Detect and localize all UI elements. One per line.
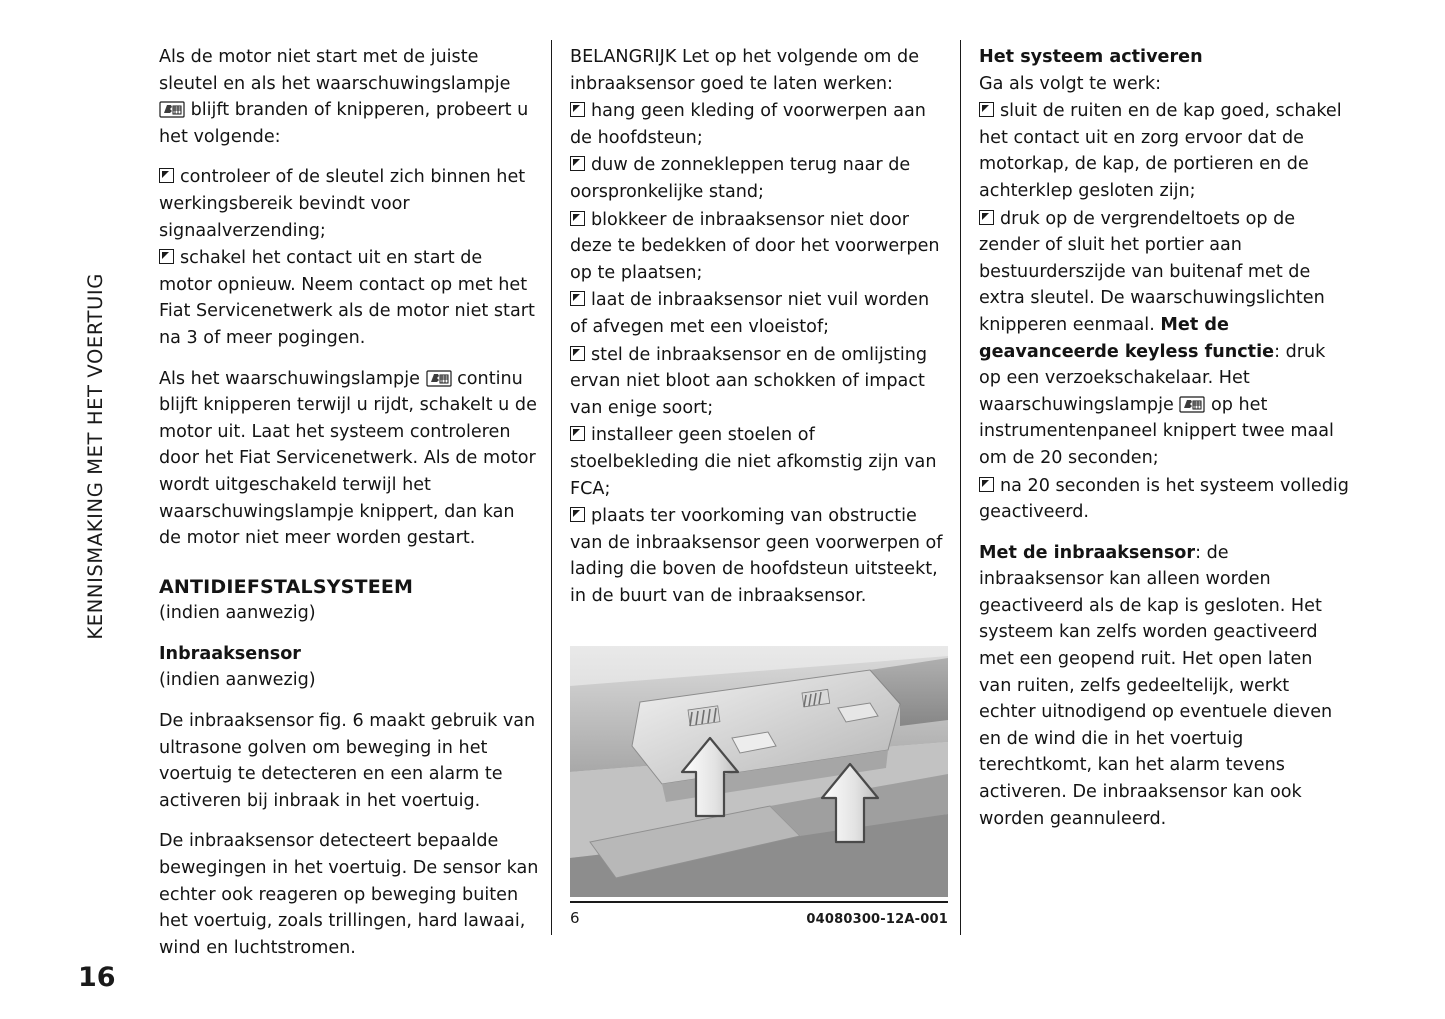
immobilizer-warning-light-icon: [1179, 395, 1205, 414]
list-item-text: laat de inbraaksensor niet vuil worden of afvegen met een vloeistof;: [570, 290, 930, 337]
subheading-activate-system: Het systeem activeren: [979, 47, 1203, 67]
figure-number: 6: [570, 909, 580, 927]
paragraph-engine-start-text-a: Als de motor niet start met de juiste sleutel en als het waarschuwingslampje: [159, 47, 511, 94]
square-bullet-icon: [979, 102, 994, 117]
list-item: [570, 287, 948, 340]
immobilizer-warning-light-icon: [159, 100, 185, 119]
list-item-text: duw de zonnekleppen terug naar de oorspronkelijke stand;: [570, 155, 911, 202]
subheading-note: (indien aanwezig): [159, 670, 316, 691]
paragraph-body-text: : de inbraaksensor kan alleen worden geactiveerd als de kap is gesloten. Het systeem kan zelfs worden geactiveerd met een geopend ruit. Het open laten van ruiten, zelfs gedeeltelijk, werkt echter uitnodigend op eventuele dieven en de wind die in het voertuig terechtkomt, kan het alarm tevens activeren. De inbraaksensor kan ook worden geannuleerd.: [979, 542, 1333, 829]
list-item: [570, 98, 948, 151]
column-three: [979, 44, 1349, 846]
list-item: [159, 164, 539, 244]
list-item-text: plaats ter voorkoming van obstructie van de inbraaksensor geen voorwerpen of lading die boven de hoofdsteun uitsteekt, in de buurt van de inbraaksensor.: [570, 506, 943, 606]
section-heading-note: (indien aanwezig): [159, 603, 316, 624]
figure-caption: [570, 909, 948, 927]
square-bullet-icon: [570, 507, 585, 522]
figure-image-roof-console: [570, 646, 948, 897]
list-item: [570, 342, 948, 422]
paragraph-important-notice: BELANGRIJK Let op het volgende om de inbraaksensor goed te laten werken:: [570, 47, 920, 94]
square-bullet-icon: [570, 291, 585, 306]
column-one: [159, 44, 539, 975]
list-item-text: stel de inbraaksensor en de omlijsting ervan niet bloot aan schokken of impact van enige soort;: [570, 344, 928, 418]
list-item: [979, 98, 1349, 204]
square-bullet-icon: [979, 477, 994, 492]
paragraph-warning-light-text-a: Als het waarschuwingslampje: [159, 368, 420, 389]
list-item: [570, 503, 948, 609]
list-item-text: schakel het contact uit en start de motor opnieuw. Neem contact op met het Fiat Servicenetwerk als de motor niet start na 3 of meer pogingen.: [159, 248, 535, 348]
paragraph-engine-start-text-b: blijft branden of knipperen, probeert u het volgende:: [159, 100, 529, 147]
list-item-text-b: : druk op een verzoekschakelaar. Het waarschuwingslampje: [979, 341, 1326, 415]
column-divider-2: [960, 40, 961, 935]
paragraph-sensor-description: De inbraaksensor fig. 6 maakt gebruik van ultrasone golven om beweging in het voertuig te detecteren en een alarm te activeren bij inbraak in het voertuig.: [159, 711, 536, 811]
square-bullet-icon: [570, 156, 585, 171]
page-number: 16: [78, 962, 116, 993]
figure-code: 04080300-12A-001: [806, 912, 948, 927]
paragraph-warning-light-text-b: continu blijft knipperen terwijl u rijdt, schakelt u de motor uit. Laat het systeem controleren door het Fiat Servicenetwerk. Als de motor wordt uitgeschakeld terwijl het waarschuwingslampje knippert, dan kan de motor niet meer worden gestart.: [159, 368, 537, 549]
paragraph-sensor-movement: De inbraaksensor detecteert bepaalde bewegingen in het voertuig. De sensor kan echter ook reageren op beweging buiten het voertuig, zoals trillingen, hard lawaai, wind en luchtstromen.: [159, 831, 539, 958]
paragraph-engine-start: [159, 44, 539, 150]
paragraph-lead-bold: Met de inbraaksensor: [979, 542, 1196, 563]
list-item-text-bold: Met de geavanceerde keyless functie: [979, 314, 1275, 362]
chapter-side-tab-label: KENNISMAKING MET HET VOERTUIG: [83, 273, 107, 640]
list-item-text: sluit de ruiten en de kap goed, schakel het contact uit en zorg ervoor dat de motorkap, de kap, de portieren en de achterklep gesloten zijn;: [979, 101, 1342, 201]
column-two: [570, 44, 948, 610]
list-item: [570, 207, 948, 287]
paragraph-warning-light-blinking: [159, 366, 539, 552]
square-bullet-icon: [979, 210, 994, 225]
section-heading-antitheft: ANTIDIEFSTALSYSTEEM: [159, 575, 414, 598]
immobilizer-warning-light-icon: [426, 369, 452, 388]
square-bullet-icon: [159, 249, 174, 264]
column-divider-1: [551, 40, 552, 935]
paragraph-with-intrusion-sensor: [979, 540, 1349, 833]
subheading-intrusion-sensor: Inbraaksensor: [159, 643, 301, 664]
list-item: [979, 206, 1349, 472]
list-item-text: installeer geen stoelen of stoelbekleding die niet afkomstig zijn van FCA;: [570, 425, 937, 499]
figure-block: [570, 646, 948, 927]
square-bullet-icon: [570, 346, 585, 361]
square-bullet-icon: [570, 102, 585, 117]
chapter-side-tab: [78, 40, 112, 640]
figure-rule: [570, 901, 948, 903]
square-bullet-icon: [159, 168, 174, 183]
list-item-text: hang geen kleding of voorwerpen aan de hoofdsteun;: [570, 101, 926, 148]
square-bullet-icon: [570, 211, 585, 226]
list-item-text-c: op het instrumentenpaneel knippert twee maal om de 20 seconden;: [979, 394, 1334, 468]
list-item: [979, 473, 1349, 526]
list-item: [570, 422, 948, 502]
list-item: [159, 245, 539, 351]
list-item-text: controleer of de sleutel zich binnen het werkingsbereik bevindt voor signaalverzending;: [159, 167, 526, 241]
paragraph-activate-intro: Ga als volgt te werk:: [979, 73, 1162, 94]
list-item-text: blokkeer de inbraaksensor niet door deze te bedekken of door het voorwerpen op te plaatsen;: [570, 209, 940, 283]
list-item: [570, 152, 948, 205]
square-bullet-icon: [570, 426, 585, 441]
list-item-text-a: druk op de vergrendeltoets op de zender of sluit het portier aan bestuurderszijde van buitenaf met de extra sleutel. De waarschuwingslichten knipperen eenmaal.: [979, 208, 1325, 335]
list-item-text: na 20 seconden is het systeem volledig geactiveerd.: [979, 475, 1349, 523]
